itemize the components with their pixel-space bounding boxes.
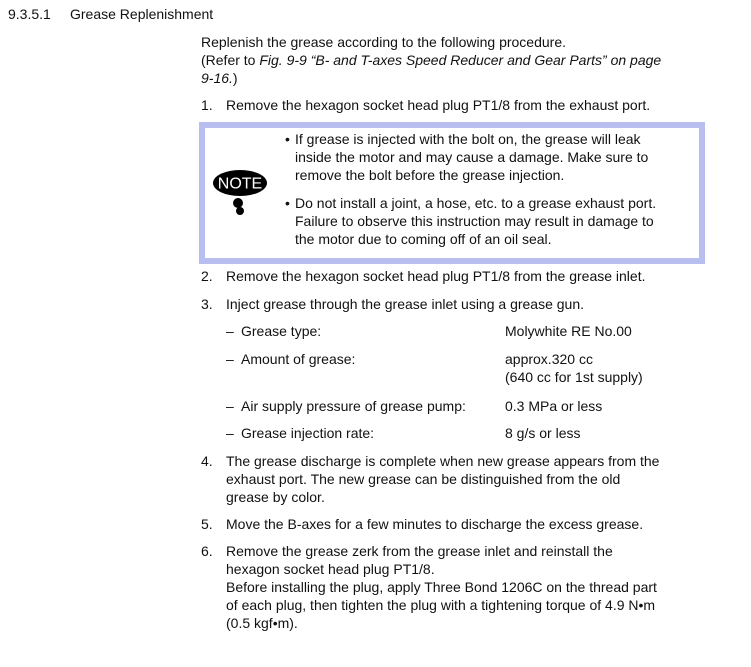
param-dash: – [226,398,234,414]
param-label: Grease injection rate: [241,425,375,441]
step-text: (0.5 kgf•m). [226,615,298,631]
intro-reference [201,51,661,70]
step-text: hexagon socket head plug PT1/8. [226,561,435,577]
step-text: Before installing the plug, apply Three Bond 1206C on the thread part [226,579,657,595]
note-text: Do not install a joint, a hose, etc. to a grease exhaust port. [295,195,657,211]
step-text: of each plug, then tighten the plug with a tightening torque of 4.9 N•m [226,597,656,613]
step-text: The grease discharge is complete when new grease appears from the [226,453,660,469]
page-reference[interactable]: 9-16. [201,70,233,86]
note-text: If grease is injected with the bolt on, the grease will leak [295,131,641,147]
step-number: 5. [201,516,213,532]
step-number: 6. [201,543,213,559]
param-value: approx.320 cc [505,351,593,367]
step-text: exhaust port. The new grease can be distinguished from the old [226,471,621,487]
section-title: Grease Replenishment [70,6,214,22]
param-value: (640 cc for 1st supply) [505,369,643,385]
section-number: 9.3.5.1 [8,6,51,22]
param-value: 0.3 MPa or less [505,398,603,414]
step-number: 4. [201,453,213,469]
step-number: 1. [201,97,213,113]
param-label: Air supply pressure of grease pump: [241,398,466,414]
step-text: Inject grease through the grease inlet using a grease gun. [226,296,585,312]
step-number: 2. [201,268,213,284]
intro-line: Replenish the grease according to the following procedure. [201,34,567,50]
param-value: Molywhite RE No.00 [505,323,632,339]
step-text: Move the B-axes for a few minutes to discharge the excess grease. [226,516,644,532]
note-text: remove the bolt before the grease injection. [295,167,565,183]
intro-reference-cont [201,69,238,88]
figure-reference-link[interactable]: Fig. 9-9 “B- and T-axes Speed Reducer and Gear Parts” on page [259,52,662,68]
step-text: grease by color. [226,489,325,505]
note-icon [212,169,274,219]
step-number: 3. [201,296,213,312]
intro-ref-prefix: (Refer to [201,52,260,68]
param-dash: – [226,323,234,339]
note-text: inside the motor and may cause a damage. Make sure to [295,149,649,165]
param-label: Grease type: [241,323,322,339]
param-dash: – [226,425,234,441]
step-text: Remove the hexagon socket head plug PT1/8 from the grease inlet. [226,268,646,284]
note-bullet: • [285,131,290,147]
step-text: Remove the grease zerk from the grease inlet and reinstall the [226,543,613,559]
param-value: 8 g/s or less [505,425,581,441]
param-dash: – [226,351,234,367]
note-text: Failure to observe this instruction may result in damage to [295,213,654,229]
param-label: Amount of grease: [241,351,356,367]
intro-ref-suffix: ) [232,70,238,86]
note-bullet: • [285,195,290,211]
note-icon-label: NOTE [217,175,263,193]
note-text: the motor due to coming off of an oil seal. [295,231,552,247]
step-text: Remove the hexagon socket head plug PT1/8 from the exhaust port. [226,97,651,113]
